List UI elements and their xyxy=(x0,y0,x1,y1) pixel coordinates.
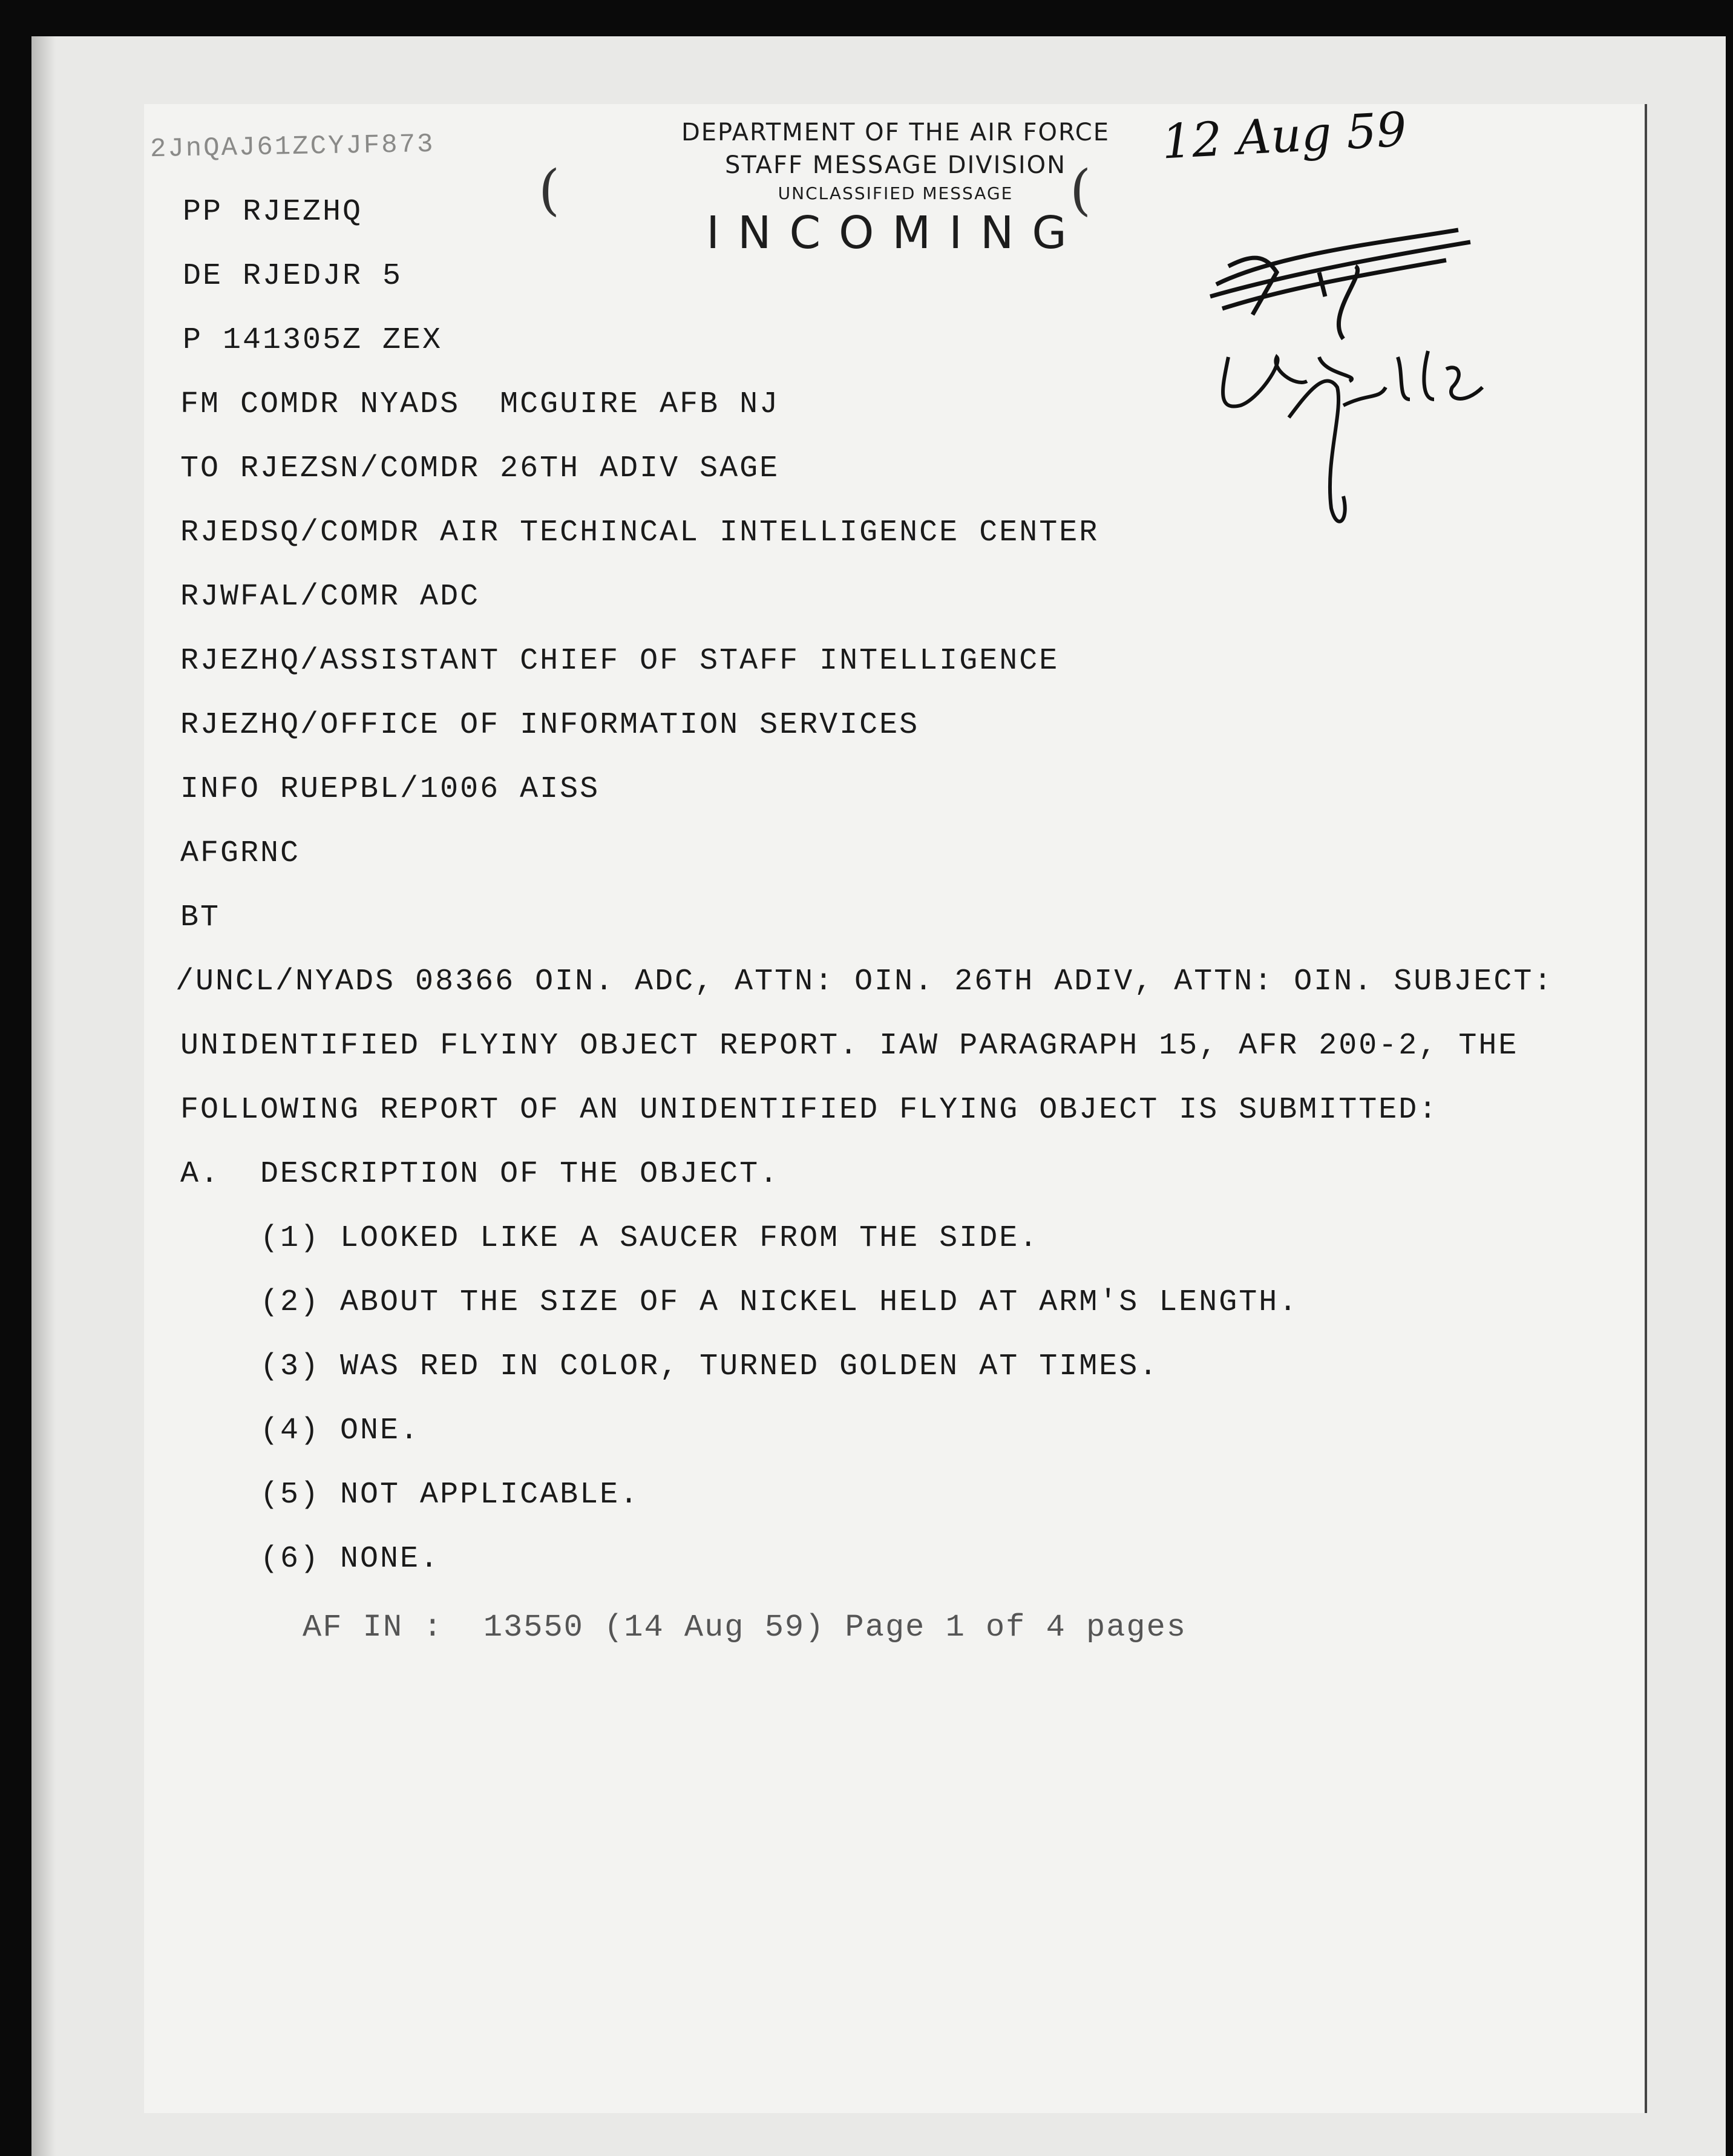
message-bt-line: BT xyxy=(180,900,221,935)
strikeout-scribble xyxy=(1210,230,1470,339)
item-3: (3) WAS RED IN COLOR, TURNED GOLDEN AT TIMES. xyxy=(180,1349,1159,1384)
message-to-line: TO RJEZSN/COMDR 26TH ADIV SAGE xyxy=(180,451,780,486)
message-addressee-acsi: RJEZHQ/ASSISTANT CHIEF OF STAFF INTELLIGENCE xyxy=(180,644,1060,678)
message-body-line-2: FOLLOWING REPORT OF AN UNIDENTIFIED FLYING OBJECT IS SUBMITTED: xyxy=(180,1093,1439,1127)
incoming-label: INCOMING xyxy=(706,207,1085,259)
message-line-2: DE RJEDJR 5 xyxy=(183,259,403,293)
sheet-edge-shadow xyxy=(31,36,56,2156)
message-addressee-ois: RJEZHQ/OFFICE OF INFORMATION SERVICES xyxy=(180,708,920,742)
message-afgrnc-line: AFGRNC xyxy=(180,836,301,871)
division-title: STAFF MESSAGE DIVISION xyxy=(724,151,1067,179)
item-4: (4) ONE. xyxy=(180,1414,421,1448)
garbled-routing-line: 2JnQAJ61ZCYJF873 xyxy=(149,129,435,165)
message-body-line-1: UNIDENTIFIED FLYINY OBJECT REPORT. IAW PARAGRAPH 15, AFR 200-2, THE xyxy=(180,1029,1519,1063)
message-from-line: FM COMDR NYADS MCGUIRE AFB NJ xyxy=(180,387,780,422)
item-1: (1) LOOKED LIKE A SAUCER FROM THE SIDE. xyxy=(180,1221,1040,1256)
right-bracket: ( xyxy=(1070,159,1092,222)
message-line-1: PP RJEZHQ xyxy=(183,195,363,229)
message-addressee-atic: RJEDSQ/COMDR AIR TECHINCAL INTELLIGENCE CENTER xyxy=(180,516,1099,550)
section-a-heading: A. DESCRIPTION OF THE OBJECT. xyxy=(180,1157,780,1191)
message-info-line: INFO RUEPBL/1006 AISS xyxy=(180,772,600,807)
af-in-footer: AF IN : 13550 (14 Aug 59) Page 1 of 4 pages xyxy=(303,1610,1187,1645)
item-5: (5) NOT APPLICABLE. xyxy=(180,1478,640,1512)
message-line-3: P 141305Z ZEX xyxy=(183,323,443,358)
item-6: (6) NONE. xyxy=(180,1542,441,1576)
message-addressee-adc: RJWFAL/COMR ADC xyxy=(180,580,480,614)
message-subject-line: /UNCL/NYADS 08366 OIN. ADC, ATTN: OIN. 26TH ADIV, ATTN: OIN. SUBJECT: xyxy=(175,965,1554,999)
handwritten-date: 12 Aug 59 xyxy=(1160,102,1408,170)
file-word-scribble xyxy=(1289,351,1482,522)
left-bracket: ( xyxy=(539,159,560,222)
classification-label: UNCLASSIFIED MESSAGE xyxy=(778,183,1014,203)
department-title: DEPARTMENT OF THE AIR FORCE xyxy=(681,119,1110,146)
item-2: (2) ABOUT THE SIZE OF A NICKEL HELD AT ARM'S LENGTH. xyxy=(180,1285,1299,1320)
handwritten-file-note xyxy=(1204,218,1519,545)
